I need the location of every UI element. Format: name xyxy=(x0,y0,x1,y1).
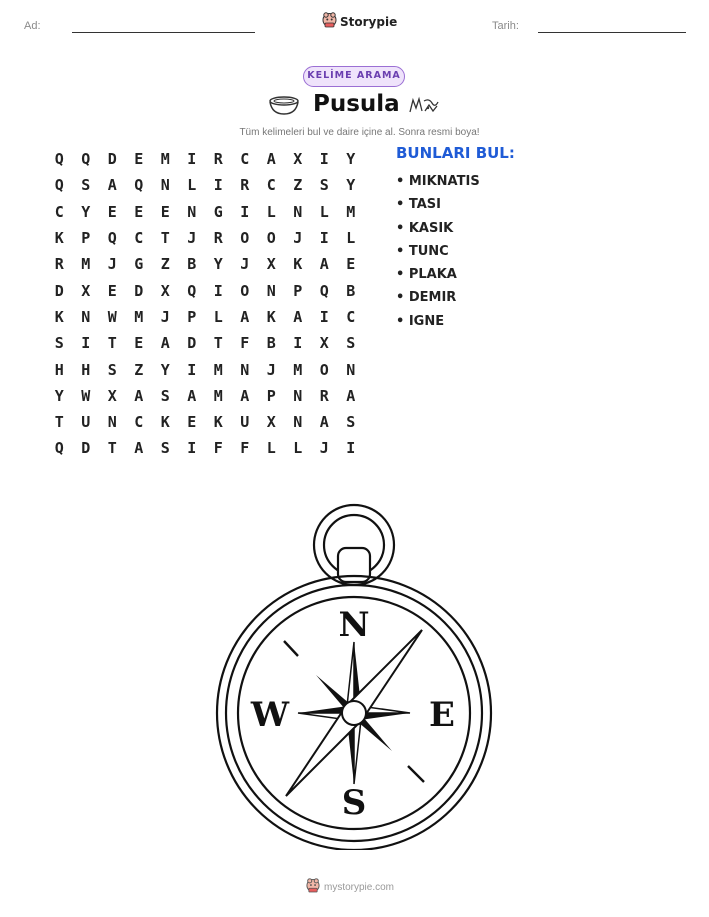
grid-cell[interactable]: Q xyxy=(54,439,64,458)
grid-cell[interactable]: T xyxy=(160,229,170,248)
grid-cell[interactable]: J xyxy=(240,255,250,274)
word-list-item: • TUNC xyxy=(396,243,449,259)
grid-cell[interactable]: X xyxy=(266,255,276,274)
grid-cell[interactable]: D xyxy=(107,150,117,169)
grid-cell[interactable]: A xyxy=(293,307,303,326)
grid-cell[interactable]: N xyxy=(160,176,170,195)
grid-cell[interactable]: X xyxy=(107,386,117,405)
grid-cell[interactable]: T xyxy=(54,413,64,432)
grid-cell[interactable]: N xyxy=(266,281,276,300)
grid-cell[interactable]: A xyxy=(134,439,144,458)
grid-cell[interactable]: I xyxy=(187,360,197,379)
grid-cell[interactable]: L xyxy=(293,439,303,458)
grid-cell[interactable]: X xyxy=(293,150,303,169)
grid-cell[interactable]: O xyxy=(240,281,250,300)
grid-cell[interactable]: I xyxy=(319,229,329,248)
grid-cell[interactable]: I xyxy=(240,202,250,221)
grid-cell[interactable]: R xyxy=(54,255,64,274)
magnet-scribble-icon xyxy=(407,96,441,120)
grid-cell[interactable]: I xyxy=(187,439,197,458)
grid-cell[interactable]: Z xyxy=(134,360,144,379)
grid-cell[interactable]: L xyxy=(346,229,356,248)
grid-cell[interactable]: A xyxy=(134,386,144,405)
grid-cell[interactable]: E xyxy=(107,281,117,300)
grid-cell[interactable]: J xyxy=(160,307,170,326)
grid-cell[interactable]: C xyxy=(54,202,64,221)
compass-letter-e: E xyxy=(429,695,455,735)
grid-cell[interactable]: C xyxy=(134,413,144,432)
grid-cell[interactable]: N xyxy=(107,413,117,432)
grid-cell[interactable]: N xyxy=(293,386,303,405)
grid-cell[interactable]: K xyxy=(266,307,276,326)
grid-cell[interactable]: Y xyxy=(81,202,91,221)
grid-cell[interactable]: M xyxy=(160,150,170,169)
footer xyxy=(306,878,394,897)
page-title: Pusula xyxy=(313,91,400,117)
grid-cell[interactable]: Q xyxy=(319,281,329,300)
grid-cell[interactable]: P xyxy=(293,281,303,300)
grid-cell[interactable]: I xyxy=(187,150,197,169)
compass-illustration xyxy=(210,490,500,854)
grid-cell[interactable]: P xyxy=(81,229,91,248)
grid-cell[interactable]: L xyxy=(213,307,223,326)
grid-cell[interactable]: Y xyxy=(54,386,64,405)
grid-cell[interactable]: P xyxy=(187,307,197,326)
grid-cell[interactable]: K xyxy=(54,307,64,326)
grid-cell[interactable]: Q xyxy=(54,150,64,169)
grid-cell[interactable]: M xyxy=(134,307,144,326)
grid-cell[interactable]: E xyxy=(134,202,144,221)
grid-cell[interactable]: U xyxy=(81,413,91,432)
grid-cell[interactable]: Y xyxy=(346,176,356,195)
compass-letter-n: N xyxy=(338,605,370,645)
name-line xyxy=(72,32,255,33)
grid-cell[interactable]: G xyxy=(213,202,223,221)
grid-cell[interactable]: W xyxy=(81,386,91,405)
grid-cell[interactable]: N xyxy=(81,307,91,326)
grid-cell[interactable]: M xyxy=(81,255,91,274)
grid-cell[interactable]: F xyxy=(240,334,250,353)
grid-cell[interactable]: A xyxy=(266,150,276,169)
grid-cell[interactable]: R xyxy=(213,229,223,248)
grid-cell[interactable]: S xyxy=(107,360,117,379)
grid-cell[interactable]: Q xyxy=(54,176,64,195)
grid-cell[interactable]: W xyxy=(107,307,117,326)
name-label: Ad: xyxy=(24,20,41,32)
grid-cell[interactable]: Q xyxy=(134,176,144,195)
grid-cell[interactable]: M xyxy=(346,202,356,221)
grid-cell[interactable]: R xyxy=(240,176,250,195)
grid-cell[interactable]: S xyxy=(81,176,91,195)
grid-cell[interactable]: C xyxy=(134,229,144,248)
grid-cell[interactable]: L xyxy=(319,202,329,221)
grid-cell[interactable]: S xyxy=(54,334,64,353)
bowl-icon xyxy=(267,95,301,121)
grid-cell[interactable]: A xyxy=(240,307,250,326)
grid-cell[interactable]: O xyxy=(319,360,329,379)
grid-cell[interactable]: O xyxy=(240,229,250,248)
word-list-item: • PLAKA xyxy=(396,267,457,283)
grid-cell[interactable]: A xyxy=(319,255,329,274)
grid-cell[interactable]: E xyxy=(134,150,144,169)
grid-cell[interactable]: N xyxy=(346,360,356,379)
grid-cell[interactable]: X xyxy=(266,413,276,432)
storypie-mascot-icon xyxy=(322,12,337,32)
grid-cell[interactable]: F xyxy=(240,439,250,458)
grid-cell[interactable]: C xyxy=(266,176,276,195)
grid-cell[interactable]: J xyxy=(293,229,303,248)
grid-cell[interactable]: H xyxy=(54,360,64,379)
grid-cell[interactable]: M xyxy=(213,386,223,405)
word-list-item: • MIKNATIS xyxy=(396,174,480,189)
brand-logo xyxy=(322,12,397,32)
grid-cell[interactable]: P xyxy=(266,386,276,405)
grid-cell[interactable]: N xyxy=(293,413,303,432)
grid-cell[interactable]: I xyxy=(319,150,329,169)
grid-cell[interactable]: M xyxy=(293,360,303,379)
grid-cell[interactable]: D xyxy=(81,439,91,458)
grid-cell[interactable]: A xyxy=(240,386,250,405)
grid-cell[interactable]: I xyxy=(293,334,303,353)
instructions: Tüm kelimeleri bul ve daire içine al. Sonra resmi boya! xyxy=(239,127,480,138)
word-list-title: BUNLARI BUL: xyxy=(396,144,515,162)
grid-cell[interactable]: R xyxy=(319,386,329,405)
grid-cell[interactable]: Q xyxy=(107,229,117,248)
grid-cell[interactable]: A xyxy=(160,334,170,353)
word-list-item: • DEMIR xyxy=(396,290,457,306)
grid-cell[interactable]: I xyxy=(319,307,329,326)
grid-cell[interactable]: Z xyxy=(293,176,303,195)
grid-cell[interactable]: S xyxy=(346,334,356,353)
compass-letter-w: W xyxy=(250,695,290,735)
grid-cell[interactable]: Y xyxy=(160,360,170,379)
grid-cell[interactable]: B xyxy=(266,334,276,353)
grid-cell[interactable]: L xyxy=(187,176,197,195)
grid-cell[interactable]: X xyxy=(160,281,170,300)
grid-cell[interactable]: S xyxy=(319,176,329,195)
word-list xyxy=(396,170,480,333)
grid-cell[interactable]: Z xyxy=(160,255,170,274)
word-list-item: • TASI xyxy=(396,197,441,213)
grid-cell[interactable]: S xyxy=(160,439,170,458)
grid-cell[interactable]: F xyxy=(213,439,223,458)
grid-cell[interactable]: Y xyxy=(213,255,223,274)
word-list-item: • KASIK xyxy=(396,220,454,236)
grid-cell[interactable]: I xyxy=(81,334,91,353)
grid-cell[interactable]: J xyxy=(319,439,329,458)
grid-cell[interactable]: E xyxy=(160,202,170,221)
grid-cell[interactable]: Y xyxy=(346,150,356,169)
grid-cell[interactable]: R xyxy=(213,150,223,169)
grid-cell[interactable]: T xyxy=(107,439,117,458)
word-list-item: • IGNE xyxy=(396,313,445,329)
grid-cell[interactable]: D xyxy=(187,334,197,353)
date-label: Tarih: xyxy=(492,20,519,32)
grid-cell[interactable]: A xyxy=(107,176,117,195)
grid-cell[interactable]: G xyxy=(134,255,144,274)
grid-cell[interactable]: T xyxy=(107,334,117,353)
grid-cell[interactable]: N xyxy=(187,202,197,221)
word-search-grid[interactable] xyxy=(46,146,364,462)
compass-letter-s: S xyxy=(341,783,367,823)
grid-cell[interactable]: J xyxy=(107,255,117,274)
grid-cell[interactable]: I xyxy=(213,176,223,195)
grid-cell[interactable]: X xyxy=(319,334,329,353)
grid-cell[interactable]: A xyxy=(319,413,329,432)
grid-cell[interactable]: N xyxy=(293,202,303,221)
grid-cell[interactable]: K xyxy=(54,229,64,248)
grid-cell[interactable]: D xyxy=(54,281,64,300)
grid-cell[interactable]: Q xyxy=(81,150,91,169)
grid-cell[interactable]: M xyxy=(213,360,223,379)
grid-cell[interactable]: E xyxy=(107,202,117,221)
brand-name: Storypie xyxy=(340,15,398,29)
grid-cell[interactable]: S xyxy=(346,413,356,432)
footer-site[interactable]: mystorypie.com xyxy=(324,882,395,893)
grid-cell[interactable]: X xyxy=(81,281,91,300)
grid-cell[interactable]: N xyxy=(240,360,250,379)
grid-cell[interactable]: A xyxy=(346,386,356,405)
grid-cell[interactable]: Q xyxy=(187,281,197,300)
grid-cell[interactable]: L xyxy=(266,202,276,221)
grid-cell[interactable]: J xyxy=(187,229,197,248)
grid-cell[interactable]: E xyxy=(134,334,144,353)
grid-cell[interactable]: J xyxy=(266,360,276,379)
grid-cell[interactable]: C xyxy=(240,150,250,169)
grid-cell[interactable]: I xyxy=(346,439,356,458)
grid-cell[interactable]: H xyxy=(81,360,91,379)
grid-cell[interactable]: T xyxy=(213,334,223,353)
storypie-mascot-icon xyxy=(306,878,320,897)
grid-cell[interactable]: A xyxy=(187,386,197,405)
grid-cell[interactable]: O xyxy=(266,229,276,248)
grid-cell[interactable]: E xyxy=(346,255,356,274)
grid-cell[interactable]: L xyxy=(266,439,276,458)
grid-cell[interactable]: C xyxy=(346,307,356,326)
grid-cell[interactable]: E xyxy=(187,413,197,432)
grid-cell[interactable]: U xyxy=(240,413,250,432)
grid-cell[interactable]: S xyxy=(160,386,170,405)
category-badge: KELİME ARAMA xyxy=(303,66,405,87)
grid-cell[interactable]: B xyxy=(346,281,356,300)
grid-cell[interactable]: K xyxy=(293,255,303,274)
grid-cell[interactable]: B xyxy=(187,255,197,274)
grid-cell[interactable]: I xyxy=(213,281,223,300)
grid-cell[interactable]: K xyxy=(213,413,223,432)
date-line xyxy=(538,32,686,33)
grid-cell[interactable]: K xyxy=(160,413,170,432)
grid-cell[interactable]: D xyxy=(134,281,144,300)
